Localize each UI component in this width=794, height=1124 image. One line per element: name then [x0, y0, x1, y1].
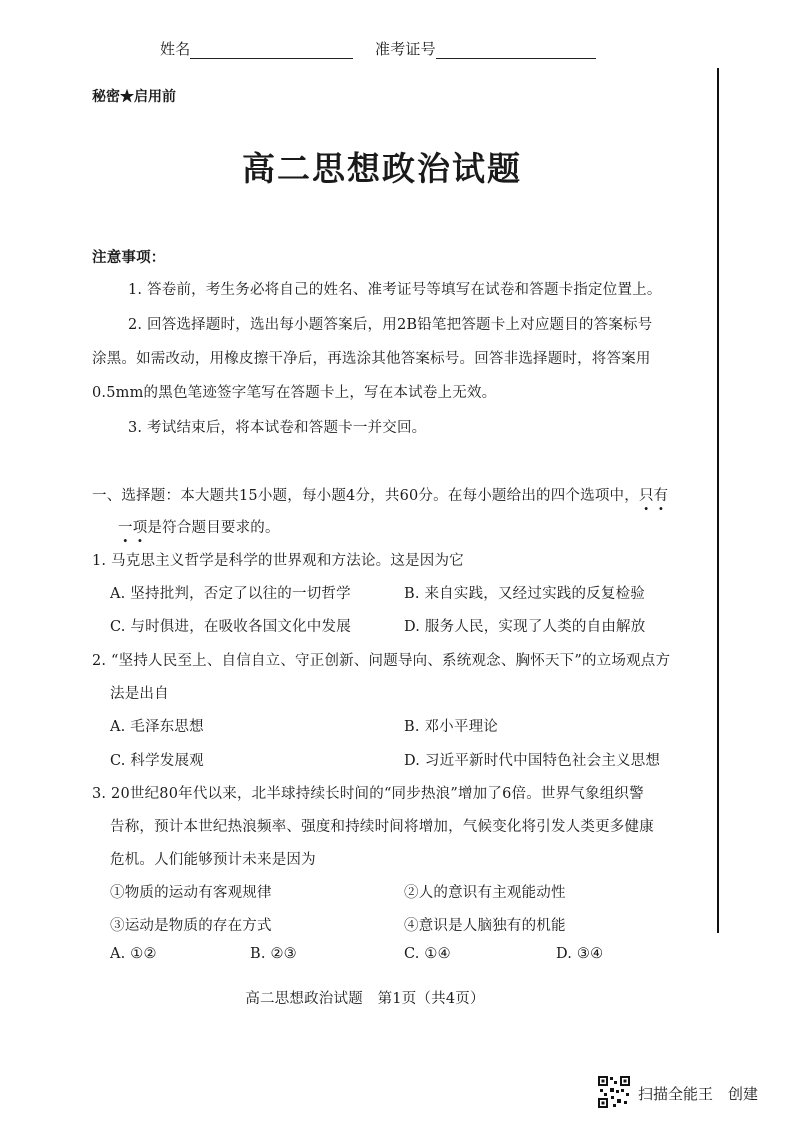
- question-2-stem: 2. “坚持人民至上、自信自立、守正创新、问题导向、系统观念、胸怀天下”的立场观点方: [92, 653, 671, 669]
- section-intro-line1: 一、选择题：本大题共15小题，每小题4分，共60分。在每小题给出的四个选项中，只有: [92, 488, 669, 504]
- q1-option-c: C. 与时俱进，在吸收各国文化中发展: [110, 619, 351, 635]
- q1-option-d: D. 服务人民，实现了人类的自由解放: [404, 619, 646, 635]
- emphasis-char: 有: [653, 488, 669, 504]
- exam-id-field: [375, 38, 596, 59]
- note-item: 0.5mm的黑色笔迹签字笔写在答题卡上，写在本试卷上无效。: [92, 385, 497, 401]
- q1-option-b: B. 来自实践，又经过实践的反复检验: [404, 586, 645, 602]
- emphasis-char: 只: [638, 488, 654, 504]
- emphasis-char: 项: [132, 520, 148, 536]
- name-label: 姓名: [160, 40, 191, 58]
- q2-option-a: A. 毛泽东思想: [110, 719, 204, 735]
- q3-statement-1: ①物质的运动有客观规律: [110, 885, 272, 901]
- q2-option-b: B. 邓小平理论: [404, 719, 498, 735]
- exam-id-blank: [436, 40, 596, 59]
- q3-statement-2: ②人的意识有主观能动性: [404, 885, 566, 901]
- note-item: 涂黑。如需改动，用橡皮擦干净后，再选涂其他答案标号。回答非选择题时，将答案用: [92, 351, 651, 367]
- scanner-watermark: 扫描全能王 创建: [638, 1085, 759, 1103]
- note-item: 3. 考试结束后，将本试卷和答题卡一并交回。: [128, 420, 427, 436]
- question-3-stem: 3. 20世纪80年代以来，北半球持续长时间的“同步热浪”增加了6倍。世界气象组织警: [92, 786, 644, 802]
- qr-code-icon: [597, 1075, 631, 1109]
- note-item: 1. 答卷前，考生务必将自己的姓名、准考证号等填写在试卷和答题卡指定位置上。: [128, 282, 662, 298]
- name-field: [160, 38, 353, 59]
- question-3-stem-cont: 告称，预计本世纪热浪频率、强度和持续时间将增加，气候变化将引发人类更多健康: [110, 819, 654, 835]
- q3-option-b: B. ②③: [250, 946, 297, 962]
- q3-option-d: D. ③④: [556, 946, 604, 962]
- q3-option-c: C. ①④: [404, 946, 451, 962]
- q3-statement-3: ③运动是物质的存在方式: [110, 918, 272, 934]
- q2-option-c: C. 科学发展观: [110, 753, 204, 769]
- question-3-stem-cont: 危机。人们能够预计未来是因为: [110, 852, 316, 868]
- notes-heading: 注意事项：: [92, 249, 166, 266]
- page-footer: 高二思想政治试题 第1页（共4页）: [245, 991, 485, 1007]
- exam-id-label: 准考证号: [375, 40, 436, 58]
- note-item: 2. 回答选择题时，选出每小题答案后，用2B铅笔把答题卡上对应题目的答案标号: [128, 317, 653, 333]
- name-blank: [190, 40, 353, 59]
- q1-option-a: A. 坚持批判，否定了以往的一切哲学: [110, 586, 351, 602]
- secret-mark: 秘密★启用前: [92, 89, 176, 105]
- q3-statement-4: ④意识是人脑独有的机能: [404, 918, 566, 934]
- page-title: 高二思想政治试题: [242, 149, 522, 188]
- section-intro-line2: 一项是符合题目要求的。: [118, 520, 280, 536]
- q3-option-a: A. ①②: [110, 946, 157, 962]
- q2-option-d: D. 习近平新时代中国特色社会主义思想: [404, 753, 661, 769]
- scan-edge-line: [717, 68, 719, 933]
- question-2-stem-cont: 法是出自: [110, 686, 169, 702]
- emphasis-char: 一: [118, 520, 133, 536]
- question-1-stem: 1. 马克思主义哲学是科学的世界观和方法论。这是因为它: [92, 553, 464, 569]
